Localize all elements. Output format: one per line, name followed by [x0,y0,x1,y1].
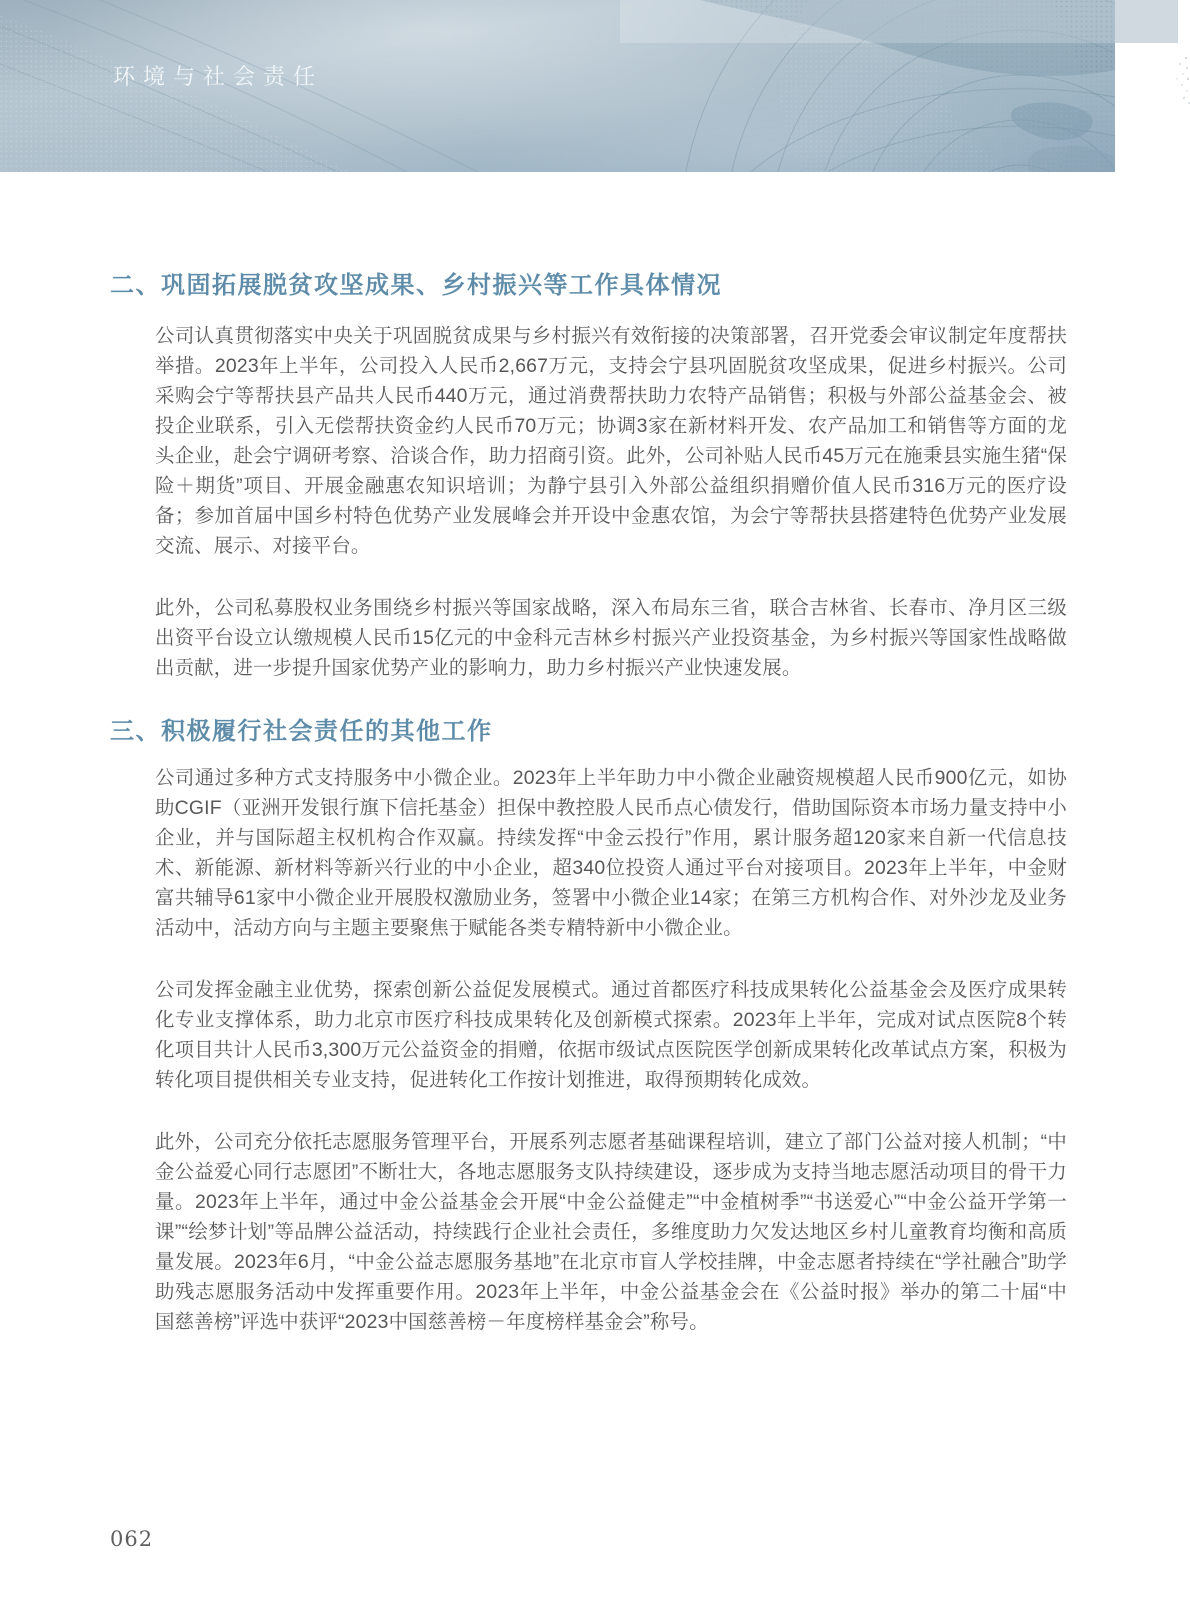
body-paragraph: 公司发挥金融主业优势，探索创新公益促发展模式。通过首都医疗科技成果转化公益基金会及医疗成果转化专业支撑体系，助力北京市医疗科技成果转化及创新模式探索。2023年上半年，完成对试点医院8个转化项目共计人民币3,300万元公益资金的捐赠，依据市级试点医院医学创新成果转化改革试点方案，积极为转化项目提供相关专业支持，促进转化工作按计划推进，取得预期转化成效。 [155,979,1067,1091]
page-content [0,172,1190,1369]
banner-highlight-strip [620,0,1115,43]
section-heading-2: 二、巩固拓展脱贫攻坚成果、乡村振兴等工作具体情况 [110,272,722,299]
page-banner [0,0,1115,172]
body-paragraph: 此外，公司私募股权业务围绕乡村振兴等国家战略，深入布局东三省，联合吉林省、长春市、净月区三级出资平台设立认缴规模人民币15亿元的中金科元吉林乡村振兴产业投资基金，为乡村振兴等国家性战略做出贡献，进一步提升国家优势产业的影响力，助力乡村振兴产业快速发展。 [155,597,1067,679]
page-number: 062 [110,1527,154,1551]
body-paragraph: 公司通过多种方式支持服务中小微企业。2023年上半年助力中小微企业融资规模超人民币900亿元，如协助CGIF（亚洲开发银行旗下信托基金）担保中教控股人民币点心债发行，借助国际资本市场力量支持中小企业，并与国际超主权机构合作双赢。持续发挥“中金云投行”作用，累计服务超120家来自新一代信息技术、新能源、新材料等新兴行业的中小企业，超340位投资人通过平台对接项目。2023年上半年，中金财富共辅导61家中小微企业开展股权激励业务，签署中小微企业14家；在第三方机构合作、对外沙龙及业务活动中，活动方向与主题主要聚焦于赋能各类专精特新中小微企业。 [155,767,1067,939]
section-other-csr-work [0,715,1190,1337]
section-heading-3: 三、积极履行社会责任的其他工作 [110,718,493,745]
banner-section-title: 环境与社会责任 [113,65,324,90]
body-paragraph: 此外，公司充分依托志愿服务管理平台，开展系列志愿者基础课程培训，建立了部门公益对接人机制；“中金公益爱心同行志愿团”不断壮大，各地志愿服务支队持续建设，逐步成为支持当地志愿活动项目的骨干力量。2023年上半年，通过中金公益基金会开展“中金公益健走”“中金植树季”“书送爱心”“中金公益开学第一课”“绘梦计划”等品牌公益活动，持续践行企业社会责任，多维度助力欠发达地区乡村儿童教育均衡和高质量发展。2023年6月，“中金公益志愿服务基地”在北京市盲人学校挂牌，中金志愿者持续在“学社融合”助学助残志愿服务活动中发挥重要作用。2023年上半年，中金公益基金会在《公益时报》举办的第二十届“中国慈善榜”评选中获评“2023中国慈善榜－年度榜样基金会”称号。 [155,1131,1067,1333]
body-paragraph: 公司认真贯彻落实中央关于巩固脱贫成果与乡村振兴有效衔接的决策部署，召开党委会审议制定年度帮扶举措。2023年上半年，公司投入人民币2,667万元，支持会宁县巩固脱贫攻坚成果，促进乡村振兴。公司采购会宁等帮扶县产品共人民币440万元，通过消费帮扶助力农特产品销售；积极与外部公益基金会、被投企业联系，引入无偿帮扶资金约人民币70万元；协调3家在新材料开发、农产品加工和销售等方面的龙头企业，赴会宁调研考察、洽谈合作，助力招商引资。此外，公司补贴人民币45万元在施秉县实施生猪“保险＋期货”项目、开展金融惠农知识培训；为静宁县引入外部公益组织捐赠价值人民币316万元的医疗设备；参加首届中国乡村特色优势产业发展峰会并开设中金惠农馆，为会宁等帮扶县搭建特色优势产业发展交流、展示、对接平台。 [155,325,1067,557]
section-poverty-alleviation [0,269,1190,683]
banner-corner-decoration [1115,0,1178,43]
edge-dust-decoration [1146,52,1190,108]
